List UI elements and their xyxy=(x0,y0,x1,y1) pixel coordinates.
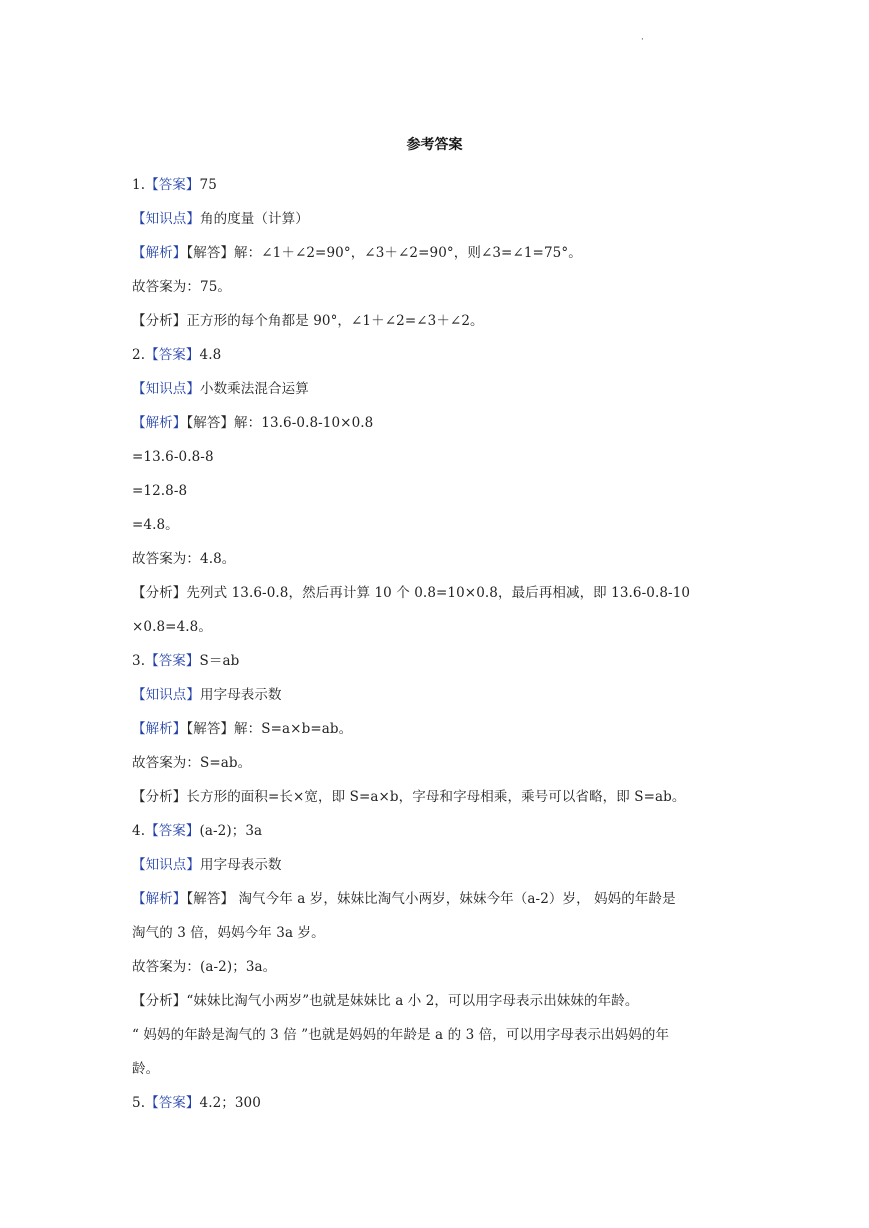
line-text: 【解答】解：S=a×b=ab。 xyxy=(186,721,353,737)
line-text: 【解答】解：∠1＋∠2=90°，∠3＋∠2=90°，则∠3=∠1=75°。 xyxy=(186,245,582,261)
answer-line xyxy=(132,440,742,474)
section-tag: 【解析】 xyxy=(132,415,187,431)
line-text: 故答案为：75。 xyxy=(132,279,231,295)
answer-line xyxy=(132,542,742,576)
answer-line xyxy=(132,304,742,338)
line-text: ×0.8=4.8。 xyxy=(132,619,212,635)
section-tag: 【知识点】 xyxy=(132,857,200,873)
line-text: 5. xyxy=(132,1095,146,1111)
line-text: 2. xyxy=(132,347,146,363)
section-tag: 【答案】 xyxy=(145,177,200,193)
line-text: 小数乘法混合运算 xyxy=(200,381,309,397)
answer-line xyxy=(132,236,742,270)
line-text: 角的度量（计算） xyxy=(200,211,309,227)
answer-line xyxy=(132,1018,742,1052)
section-tag: 【解析】 xyxy=(132,721,187,737)
line-text: 用字母表示数 xyxy=(200,687,282,703)
line-text: 故答案为：S=ab。 xyxy=(132,755,252,771)
answer-line xyxy=(132,1052,742,1086)
line-text: 75 xyxy=(199,177,217,193)
line-text: 【分析】先列式 13.6-0.8，然后再计算 10 个 0.8=10×0.8，最后再相减，即 13.6-0.8-10 xyxy=(132,585,691,601)
line-text: 4.2；300 xyxy=(199,1095,261,1111)
line-text: 故答案为：4.8。 xyxy=(132,551,236,567)
answer-line xyxy=(132,712,742,746)
line-text: 【分析】“妹妹比淘气小两岁”也就是妹妹比 a 小 2，可以用字母表示出妹妹的年龄。 xyxy=(132,993,639,1009)
answer-line xyxy=(132,780,742,814)
answer-line xyxy=(132,746,742,780)
line-text: 龄。 xyxy=(132,1061,160,1077)
line-text: 【分析】正方形的每个角都是 90°，∠1＋∠2=∠3＋∠2。 xyxy=(132,313,484,329)
line-text: 【解答】解：13.6-0.8-10×0.8 xyxy=(186,415,374,431)
answer-line xyxy=(132,406,742,440)
line-text: 4.8 xyxy=(199,347,222,363)
answer-line xyxy=(132,984,742,1018)
section-tag: 【答案】 xyxy=(145,823,200,839)
answer-content xyxy=(132,168,742,1120)
line-text: “ 妈妈的年龄是淘气的 3 倍 ”也就是妈妈的年龄是 a 的 3 倍，可以用字母表示出妈妈的年 xyxy=(132,1027,670,1043)
line-text: 【分析】长方形的面积=长×宽，即 S=a×b，字母和字母相乘，乘号可以省略，即 S=ab。 xyxy=(132,789,686,805)
line-text: 3. xyxy=(132,653,146,669)
answer-line xyxy=(132,1086,742,1120)
line-text: 故答案为：(a-2)；3a。 xyxy=(132,959,277,975)
line-text: (a-2)；3a xyxy=(199,823,263,839)
answer-line xyxy=(132,202,742,236)
line-text: 4. xyxy=(132,823,146,839)
answer-line xyxy=(132,372,742,406)
line-text: =13.6-0.8-8 xyxy=(132,449,214,465)
line-text: =12.8-8 xyxy=(132,483,188,499)
answer-line xyxy=(132,270,742,304)
answer-line xyxy=(132,338,742,372)
line-text: S＝ab xyxy=(199,653,240,669)
answer-line xyxy=(132,950,742,984)
section-tag: 【知识点】 xyxy=(132,211,200,227)
line-text: 淘气的 3 倍，妈妈今年 3a 岁。 xyxy=(132,925,325,941)
section-tag: 【解析】 xyxy=(132,245,187,261)
section-tag: 【答案】 xyxy=(145,1095,200,1111)
answer-line xyxy=(132,814,742,848)
page-title: 参考答案 xyxy=(406,137,463,153)
section-tag: 【答案】 xyxy=(145,653,200,669)
answer-line xyxy=(132,576,742,610)
answer-line xyxy=(132,508,742,542)
line-text: 【解答】 淘气今年 a 岁，妹妹比淘气小两岁，妹妹今年（a-2）岁， 妈妈的年龄是 xyxy=(186,891,676,907)
section-tag: 【知识点】 xyxy=(132,381,200,397)
answer-line xyxy=(132,168,742,202)
answer-line xyxy=(132,882,742,916)
answer-line xyxy=(132,644,742,678)
section-tag: 【知识点】 xyxy=(132,687,200,703)
answer-line xyxy=(132,916,742,950)
section-tag: 【答案】 xyxy=(145,347,200,363)
line-text: 用字母表示数 xyxy=(200,857,282,873)
section-tag: 【解析】 xyxy=(132,891,187,907)
answer-line xyxy=(132,610,742,644)
answer-line xyxy=(132,474,742,508)
answer-line xyxy=(132,848,742,882)
answer-line xyxy=(132,678,742,712)
line-text: =4.8。 xyxy=(132,517,179,533)
corner-mark: · xyxy=(641,35,644,45)
line-text: 1. xyxy=(132,177,146,193)
